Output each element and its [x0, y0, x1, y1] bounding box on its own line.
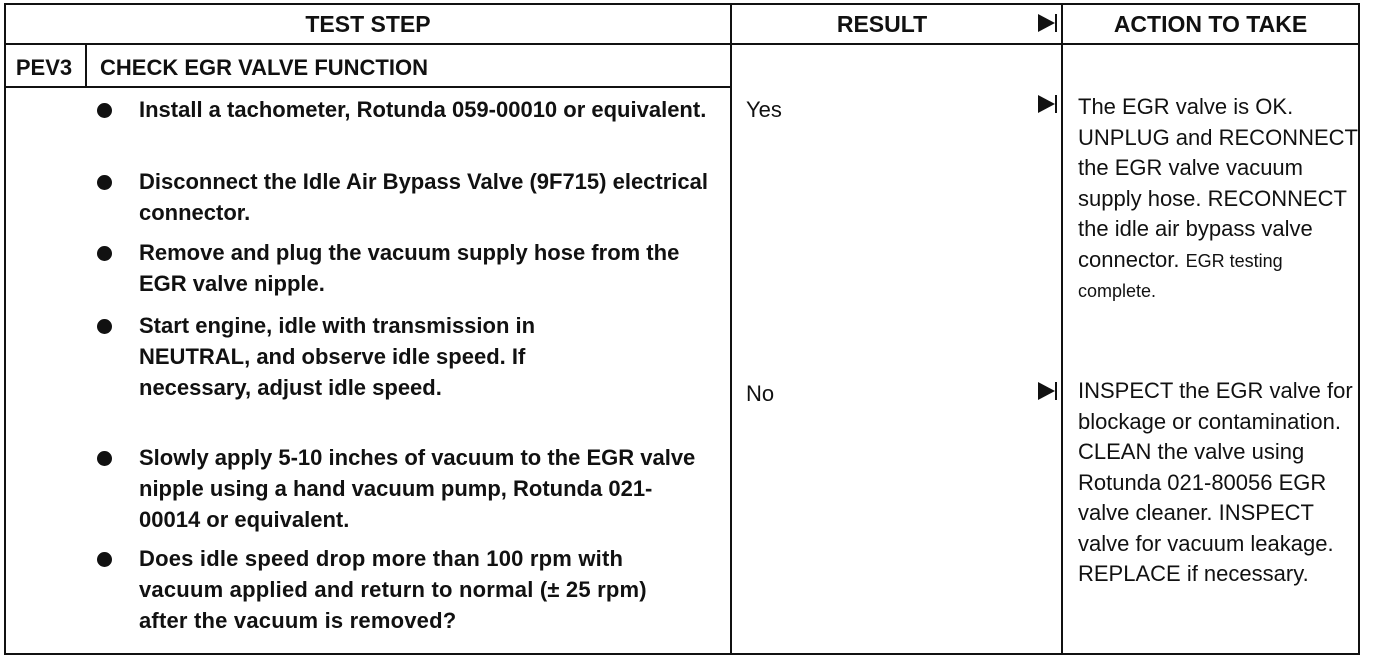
test-step-question: Does idle speed drop more than 100 rpm with vacuum applied and return to normal (± 25 rpm) after the vacuum is removed?	[139, 546, 647, 633]
test-step-instruction: Start engine, idle with transmission in NEUTRAL, and observe idle speed. If necessary, adjust idle speed.	[139, 313, 536, 400]
test-step-instruction: Disconnect the Idle Air Bypass Valve (9F715) electrical connector.	[139, 169, 708, 225]
arrow-right-icon	[1036, 380, 1058, 402]
result-yes: Yes	[746, 97, 782, 122]
bullet-icon	[97, 451, 112, 466]
column-divider-action	[1061, 3, 1063, 655]
bullet-icon	[97, 246, 112, 261]
bullet-icon	[97, 175, 112, 190]
table-border-left	[4, 3, 6, 655]
arrow-right-icon	[1036, 93, 1058, 115]
table-border-top	[4, 3, 1360, 5]
step-code-divider	[85, 43, 87, 88]
action-yes-note: EGR testing complete.	[1078, 250, 1283, 301]
test-step-instruction: Slowly apply 5-10 inches of vacuum to the EGR valve nipple using a hand vacuum pump, Rotunda 021-00014 or equivalent.	[139, 445, 696, 532]
step-title-divider	[4, 86, 732, 88]
bullet-icon	[97, 103, 112, 118]
header-divider	[4, 43, 1360, 45]
arrow-right-icon	[1036, 12, 1058, 34]
column-divider-result	[730, 3, 732, 655]
step-title: CHECK EGR VALVE FUNCTION	[100, 55, 428, 80]
bullet-icon	[97, 319, 112, 334]
header-action-to-take: ACTION TO TAKE	[1113, 11, 1308, 37]
test-step-instruction: Install a tachometer, Rotunda 059-00010 or equivalent.	[139, 97, 707, 122]
action-yes	[1078, 92, 1362, 306]
table-border-bottom	[4, 653, 1360, 655]
test-step-instruction: Remove and plug the vacuum supply hose from the EGR valve nipple.	[139, 240, 680, 296]
step-code: PEV3	[15, 55, 73, 80]
action-no: INSPECT the EGR valve for blockage or contamination. CLEAN the valve using Rotunda 021-80056 EGR valve cleaner. INSPECT valve for vacuum leakage. REPLACE if necessary.	[1078, 378, 1353, 586]
result-no: No	[746, 381, 775, 406]
action-yes-text: The EGR valve is OK. UNPLUG and RECONNECT the EGR valve vacuum supply hose. RECONNECT the idle air bypass valve connector.	[1078, 94, 1358, 272]
bullet-icon	[97, 552, 112, 567]
header-result: RESULT	[836, 11, 928, 37]
header-test-step: TEST STEP	[305, 11, 431, 37]
